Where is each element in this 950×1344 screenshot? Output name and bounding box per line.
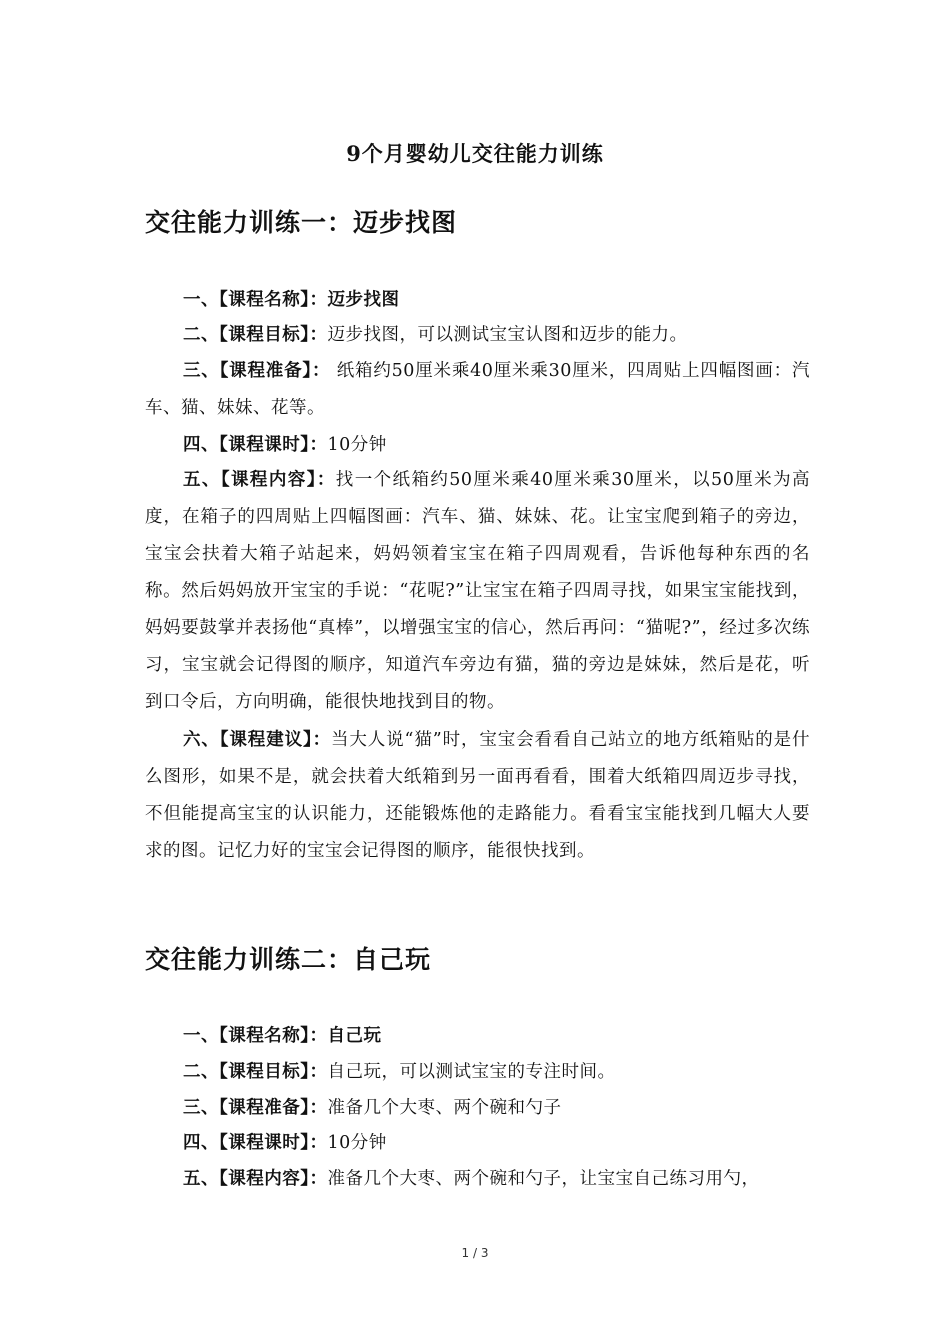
item-key: 【课程名称】：	[219, 1026, 328, 1046]
document-title: 9个月婴幼儿交往能力训练	[346, 141, 604, 166]
section-1-item-course-name	[145, 282, 810, 319]
item-number: 六、	[183, 730, 220, 750]
item-key: 【课程课时】：	[219, 1133, 328, 1153]
item-key: 【课程准备】：	[219, 361, 331, 381]
item-key: 【课程内容】：	[220, 470, 336, 490]
item-value: 迈步找图	[327, 290, 400, 310]
page-number: 1 / 3	[461, 1246, 489, 1260]
item-value: 当大人说“猫”时，宝宝会看看自己站立的地方纸箱贴的是什么图形，如果不是，就会扶着大纸箱到另一面再看看，围着大纸箱四周迈步寻找，不但能提高宝宝的认识能力，还能锻炼他的走路能力。看看宝宝能找到几幅大人要求的图。记忆力好的宝宝会记得图的顺序，能很快找到。	[145, 730, 810, 861]
section-2-item-course-goal	[145, 1054, 810, 1091]
item-number: 一、	[183, 290, 219, 310]
section-1-item-course-prep	[145, 353, 810, 427]
item-number: 四、	[183, 435, 219, 455]
section-1-item-course-suggestion	[145, 722, 810, 870]
item-key: 【课程内容】：	[219, 1169, 328, 1189]
item-number: 三、	[183, 1098, 219, 1118]
section-heading-1: 交往能力训练一：迈步找图	[145, 208, 458, 237]
item-number: 五、	[183, 470, 221, 490]
section-2-item-course-content	[145, 1161, 810, 1198]
item-key: 【课程目标】：	[219, 325, 328, 345]
item-key: 【课程名称】：	[219, 290, 328, 310]
item-key: 【课程课时】：	[219, 435, 328, 455]
section-1-item-course-content	[145, 462, 810, 721]
item-number: 二、	[183, 325, 219, 345]
item-value: 自己玩	[327, 1026, 382, 1046]
item-number: 二、	[183, 1062, 219, 1082]
item-key: 【课程建议】：	[219, 730, 331, 750]
item-number: 一、	[183, 1026, 219, 1046]
item-value: 10分钟	[327, 1133, 387, 1153]
section-heading-2: 交往能力训练二：自己玩	[145, 945, 432, 974]
item-value: 纸箱约50厘米乘40厘米乘30厘米，四周贴上四幅图画：汽车、猫、妹妹、花等。	[145, 361, 810, 418]
section-2-item-course-name	[145, 1018, 810, 1055]
section-1-item-course-duration	[145, 427, 810, 464]
item-key: 【课程准备】：	[219, 1098, 328, 1118]
item-value: 找一个纸箱约50厘米乘40厘米乘30厘米，以50厘米为高度，在箱子的四周贴上四幅图画：汽车、猫、妹妹、花。让宝宝爬到箱子的旁边，宝宝会扶着大箱子站起来，妈妈领着宝宝在箱子四周观看，告诉他每种东西的名称。然后妈妈放开宝宝的手说：“花呢?”让宝宝在箱子四周寻找，如果宝宝能找到，妈妈要鼓掌并表扬他“真棒”，以增强宝宝的信心，然后再问：“猫呢?”，经过多次练习，宝宝就会记得图的顺序，知道汽车旁边有猫，猫的旁边是妹妹，然后是花，听到口令后，方向明确，能很快地找到目的物。	[145, 470, 810, 712]
item-value: 迈步找图，可以测试宝宝认图和迈步的能力。	[327, 325, 688, 345]
section-2-item-course-prep	[145, 1090, 810, 1127]
item-number: 三、	[183, 361, 220, 381]
item-key: 【课程目标】：	[219, 1062, 328, 1082]
item-value: 10分钟	[327, 435, 387, 455]
item-value: 自己玩，可以测试宝宝的专注时间。	[327, 1062, 616, 1082]
item-value: 准备几个大枣、两个碗和勺子	[327, 1098, 562, 1118]
item-value: 准备几个大枣、两个碗和勺子，让宝宝自己练习用勺，	[327, 1169, 760, 1189]
item-number: 五、	[183, 1169, 219, 1189]
item-number: 四、	[183, 1133, 219, 1153]
section-1-item-course-goal	[145, 317, 810, 354]
section-2-item-course-duration	[145, 1125, 810, 1162]
